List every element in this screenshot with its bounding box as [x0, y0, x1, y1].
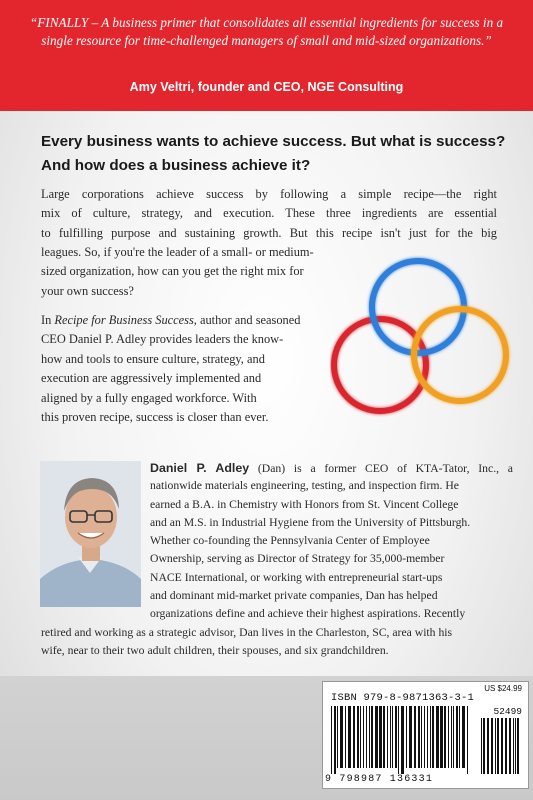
bio-line: NACE International, or working with entrepreneurial start-ups — [150, 570, 443, 584]
barcode-bar — [414, 706, 416, 768]
author-bio — [41, 459, 513, 660]
barcode-bar — [375, 706, 378, 768]
bio-line: and dominant mid-market private companies, Dan has helped — [150, 589, 438, 603]
paragraph-line: leagues. So, if you're the leader of a small- or medium- — [41, 245, 314, 259]
addon-bar — [501, 718, 503, 774]
paragraph-book — [41, 311, 341, 427]
barcode-bar — [369, 706, 370, 768]
addon-bar — [505, 718, 507, 774]
barcode-bar — [456, 706, 458, 768]
barcode-bar — [379, 706, 382, 768]
barcode-bar — [348, 706, 351, 768]
bio-line: retired and working as a strategic advisor, Dan lives in the Charleston, SC, area with his — [41, 625, 453, 639]
barcode-bar — [427, 706, 428, 768]
barcode-bar — [424, 706, 425, 768]
barcode-bar — [444, 706, 446, 768]
three-interlocking-rings-icon — [330, 255, 530, 435]
barcode-bar — [432, 706, 434, 768]
paragraph-line: to fulfilling purpose and sustaining growth. But this recipe isn't just for the big — [41, 225, 497, 240]
barcode-bar — [390, 706, 391, 768]
addon-digits: 52499 — [493, 706, 522, 717]
text-fragment: (Dan) is a former CEO of KTA-Tator, Inc., a — [249, 462, 513, 475]
bio-line: Whether co-founding the Pennsylvania Center of Employee — [150, 534, 430, 548]
endorsement-author: Amy Veltri, founder and CEO, NGE Consulting — [129, 80, 404, 94]
barcode-bar — [398, 706, 399, 774]
bio-line: organizations define and achieve their highest aspirations. Recently — [150, 607, 466, 621]
paragraph-line: CEO Daniel P. Adley provides leaders the know- — [41, 332, 284, 347]
paragraph-line: Large corporations achieve success by following a simple recipe—the right — [41, 187, 497, 201]
barcode-bar — [459, 706, 460, 768]
barcode-bar — [409, 706, 412, 768]
paragraph-line: sized organization, how can you get the right mix for — [41, 264, 304, 279]
barcode-bar — [451, 706, 452, 768]
bio-line: earned a B.A. in Chemistry with Honors from St. Vincent College — [150, 497, 459, 511]
barcode-bar — [371, 706, 373, 768]
barcode-bar — [337, 706, 338, 768]
barcode-bar — [401, 706, 404, 774]
barcode-bar — [462, 706, 465, 768]
bio-line: wife, near to their two adult children, their spouses, and six grandchildren. — [41, 643, 389, 657]
paragraph-line: your own success? — [41, 283, 134, 298]
headline-line: Every business wants to achieve success. But what is success? — [41, 133, 506, 150]
paragraph-line: how and tools to ensure culture, strategy, and — [41, 351, 265, 366]
paragraph-line: this proven recipe, success is closer than ever. — [41, 410, 269, 425]
author-name: Daniel P. Adley — [150, 461, 250, 475]
price-label: US $24.99 — [484, 684, 522, 693]
endorsement-quote: “FINALLY – A business primer that consolidates all essential ingredients for success in a single resource for time-challenged managers of small and mid-sized organizations.” — [29, 15, 504, 48]
barcode-bar — [406, 706, 407, 768]
addon-bar — [517, 718, 519, 774]
barcode-bar — [334, 706, 336, 774]
barcode-bar — [453, 706, 454, 768]
bio-line: Ownership, serving as Director of Strategy for 35,000-member — [150, 552, 445, 566]
headline-line: And how does a business achieve it? — [41, 157, 311, 174]
barcode-bar — [448, 706, 449, 768]
book-title: Recipe for Business Success — [54, 313, 194, 327]
barcode-bar — [363, 706, 364, 768]
isbn-barcode — [322, 681, 529, 789]
barcode-bar — [418, 706, 420, 768]
barcode-bar — [353, 706, 355, 768]
paragraph-line: execution are aggressively implemented and — [41, 371, 262, 386]
addon-bar — [497, 718, 499, 774]
barcode-bar — [430, 706, 431, 768]
barcode-bar — [392, 706, 393, 768]
headline — [41, 130, 511, 178]
barcode-bar — [421, 706, 422, 768]
paragraph-line — [41, 311, 341, 330]
barcode-bar — [395, 706, 397, 768]
paragraph-intro-cont — [41, 243, 341, 301]
addon-bar — [487, 718, 489, 774]
text-fragment: , author and seasoned — [193, 313, 301, 327]
bio-line — [41, 459, 513, 477]
paragraph-line: aligned by a fully engaged workforce. With — [41, 390, 257, 405]
paragraph-line: mix of culture, strategy, and execution. These three ingredients are essential — [41, 206, 497, 221]
barcode-bar — [440, 706, 443, 768]
paragraph-intro — [41, 185, 497, 243]
barcode-bar — [387, 706, 388, 768]
isbn-text: ISBN 979-8-9871363-3-1 — [331, 692, 475, 704]
barcode-bar — [357, 706, 359, 768]
addon-bar — [495, 718, 496, 774]
addon-bar — [483, 718, 485, 774]
barcode-bar — [436, 706, 439, 768]
addon-bar — [491, 718, 493, 774]
text-fragment: In — [41, 313, 55, 327]
barcode-bar — [383, 706, 385, 768]
addon-bar — [481, 718, 482, 774]
addon-bar — [515, 718, 516, 774]
bio-line: nationwide materials engineering, testing, and inspection firm. He — [150, 479, 459, 493]
barcode-bar — [360, 706, 361, 768]
barcode-bar — [340, 706, 343, 768]
ean-digits: 9 798987 136331 — [325, 774, 434, 785]
barcode-bar — [331, 706, 332, 774]
barcode-bar — [467, 706, 468, 774]
addon-bar — [513, 718, 514, 774]
bio-line: and an M.S. in Industrial Hygiene from the University of Pittsburgh. — [150, 515, 471, 529]
barcode-bar — [345, 706, 346, 768]
endorsement-banner — [0, 0, 533, 111]
barcode-bar — [366, 706, 367, 768]
addon-bar — [509, 718, 511, 774]
